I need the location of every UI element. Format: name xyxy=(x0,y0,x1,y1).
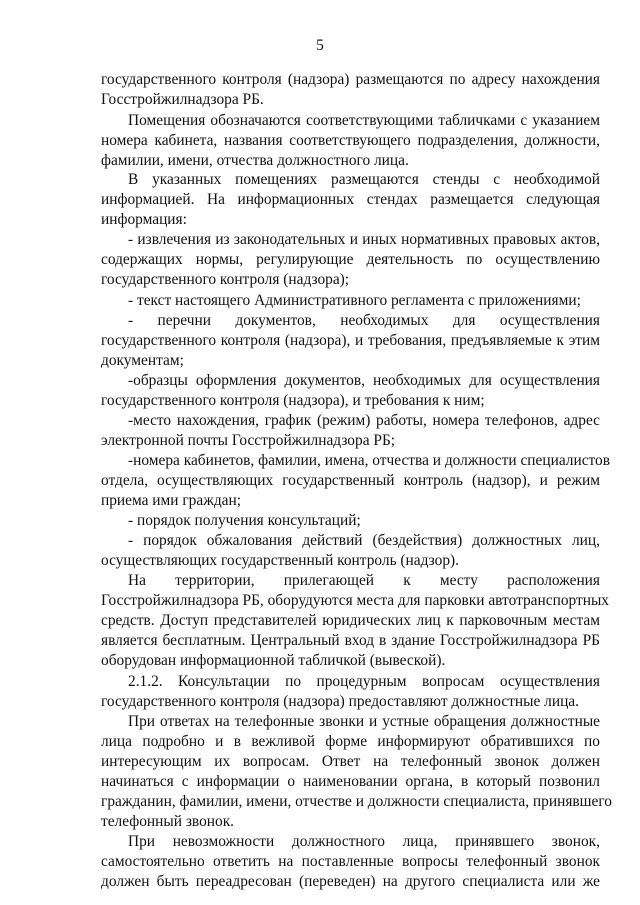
text-line: государственного контроля (надзора) размещаются по адресу нахождения xyxy=(101,71,600,88)
text-line: документам; xyxy=(101,352,184,369)
text-line: самостоятельно ответить на поставленные вопросы телефонный звонок xyxy=(101,853,600,870)
text-line: отдела, осуществляющих государственный контроль (надзор), и режим xyxy=(101,472,600,489)
text-line: На территории, прилегающей к месту расположения xyxy=(128,572,600,589)
page-number: 5 xyxy=(316,37,324,54)
text-line: Госстройжилнадзора РБ. xyxy=(101,91,264,108)
text-line: -номера кабинетов, фамилии, имена, отчества и должности специалистов xyxy=(128,452,611,469)
text-line: - текст настоящего Административного регламента с приложениями; xyxy=(128,292,581,309)
text-line: При ответах на телефонные звонки и устные обращения должностные xyxy=(128,713,600,730)
text-line: является бесплатным. Центральный вход в здание Госстройжилнадзора РБ xyxy=(101,632,600,649)
text-line: - порядок обжалования действий (бездействия) должностных лиц, xyxy=(128,532,600,549)
text-line: При невозможности должностного лица, принявшего звонок, xyxy=(128,833,600,850)
text-line: информация: xyxy=(101,211,187,228)
text-line: - перечни документов, необходимых для осуществления xyxy=(128,312,600,329)
text-line: информацией. На информационных стендах размещается следующая xyxy=(101,191,600,208)
text-line: государственного контроля (надзора), и требования к ним; xyxy=(101,392,485,409)
text-line: Госстройжилнадзора РБ, оборудуются места для парковки автотранспортных xyxy=(101,592,610,609)
text-line: - извлечения из законодательных и иных нормативных правовых актов, xyxy=(128,231,600,248)
text-line: государственного контроля (надзора); xyxy=(101,271,350,288)
text-line: лица подробно и в вежливой форме информируют обратившихся по xyxy=(101,733,600,750)
text-line: государственного контроля (надзора), и требования, предъявляемые к этим xyxy=(101,332,600,349)
text-line: -образцы оформления документов, необходимых для осуществления xyxy=(128,372,600,389)
text-line: начинаться с информации о наименовании органа, в который позвонил xyxy=(101,773,600,790)
text-line: средств. Доступ представителей юридических лиц к парковочным местам xyxy=(101,612,600,629)
text-line: номера кабинета, названия соответствующего подразделения, должности, xyxy=(101,132,600,149)
text-line: интересующим их вопросам. Ответ на телефонный звонок должен xyxy=(101,753,600,770)
text-line: фамилии, имени, отчества должностного лица. xyxy=(101,152,409,169)
text-line: должен быть переадресован (переведен) на другого специалиста или же xyxy=(101,873,600,890)
text-line: гражданин, фамилии, имени, отчестве и должности специалиста, принявшего xyxy=(101,793,612,810)
text-line: -место нахождения, график (режим) работы, номера телефонов, адрес xyxy=(128,412,600,429)
text-line: электронной почты Госстройжилнадзора РБ; xyxy=(101,432,396,449)
text-line: 2.1.2. Консультации по процедурным вопросам осуществления xyxy=(128,673,600,690)
text-line: - порядок получения консультаций; xyxy=(128,512,361,529)
text-line: осуществляющих государственный контроль (надзор). xyxy=(101,552,459,569)
text-line: Помещения обозначаются соответствующими табличками с указанием xyxy=(128,112,600,129)
text-line: государственного контроля (надзора) предоставляют должностные лица. xyxy=(101,693,579,710)
text-line: В указанных помещениях размещаются стенды с необходимой xyxy=(128,171,600,188)
text-line: приема ими граждан; xyxy=(101,492,242,509)
text-line: телефонный звонок. xyxy=(101,813,235,830)
text-line: содержащих нормы, регулирующие деятельность по осуществлению xyxy=(101,251,600,268)
text-line: оборудован информационной табличкой (вывеской). xyxy=(101,652,446,669)
